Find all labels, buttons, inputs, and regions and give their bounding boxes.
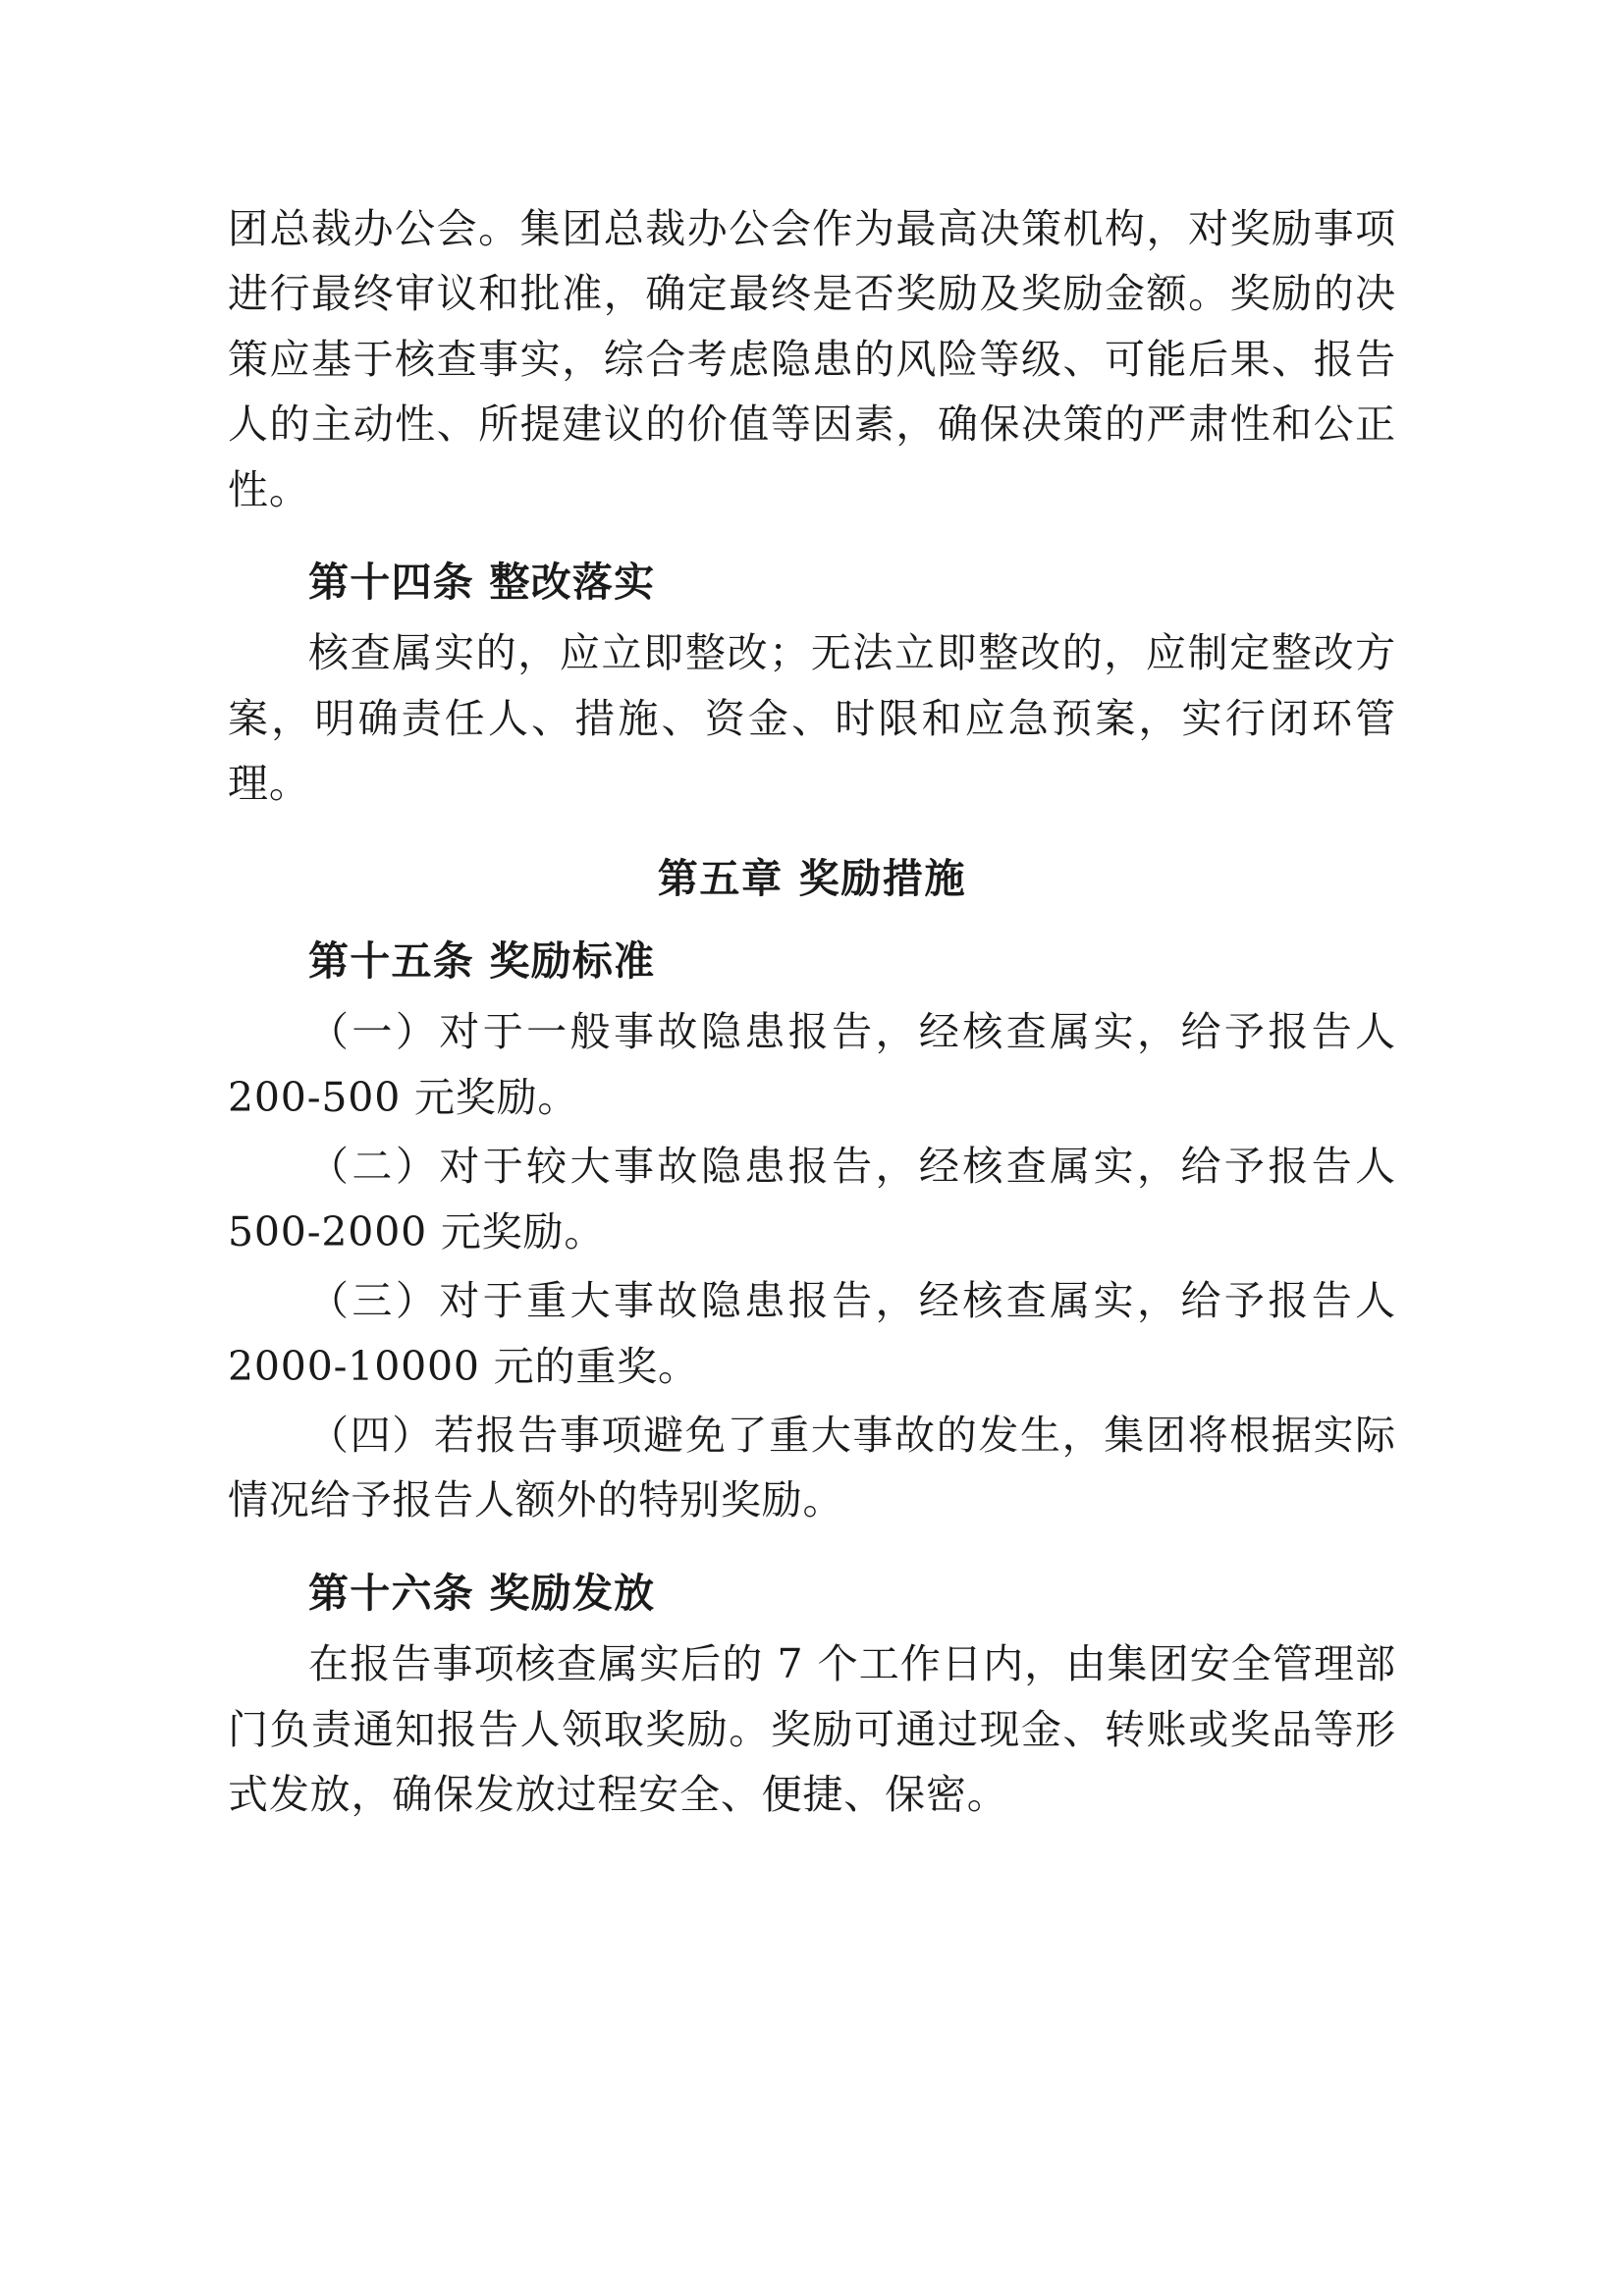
paragraph-decision-body: 团总裁办公会。集团总裁办公会作为最高决策机构，对奖励事项进行最终审议和批准，确定最终是否奖励及奖励金额。奖励的决策应基于核查事实，综合考虑隐患的风险等级、可能后果、报告人的主动性、所提建议的价值等因素，确保决策的严肃性和公正性。: [228, 205, 1396, 513]
heading-article-15: 第十五条 奖励标准: [308, 937, 656, 986]
paragraph-item-4: （四）若报告事项避免了重大事故的发生，集团将根据实际情况给予报告人额外的特别奖励。: [228, 1411, 1396, 1524]
spacer: [228, 1537, 1396, 1547]
paragraph-item-2: （二）对于较大事故隐患报告，经核查属实，给予报告人 500-2000 元奖励。: [228, 1143, 1396, 1255]
paragraph-article-16-body: 在报告事项核查属实后的 7 个工作日内，由集团安全管理部门负责通知报告人领取奖励。奖励可通过现金、转账或奖品等形式发放，确保发放过程安全、便捷、保密。: [228, 1640, 1396, 1818]
heading-article-16: 第十六条 奖励发放: [308, 1569, 656, 1617]
paragraph-item-1: （一）对于一般事故隐患报告，经核查属实，给予报告人 200-500 元奖励。: [228, 1008, 1396, 1121]
paragraph-article-14-body: 核查属实的，应立即整改；无法立即整改的，应制定整改方案，明确责任人、措施、资金、时限和应急预案，实行闭环管理。: [228, 629, 1396, 808]
heading-article-14: 第十四条 整改落实: [308, 559, 656, 607]
spacer: [228, 526, 1396, 536]
document-body: [228, 196, 1396, 1827]
chapter-title-5: 第五章 奖励措施: [657, 854, 967, 902]
paragraph-item-3: （三）对于重大事故隐患报告，经核查属实，给予报告人 2000-10000 元的重奖。: [228, 1277, 1396, 1390]
